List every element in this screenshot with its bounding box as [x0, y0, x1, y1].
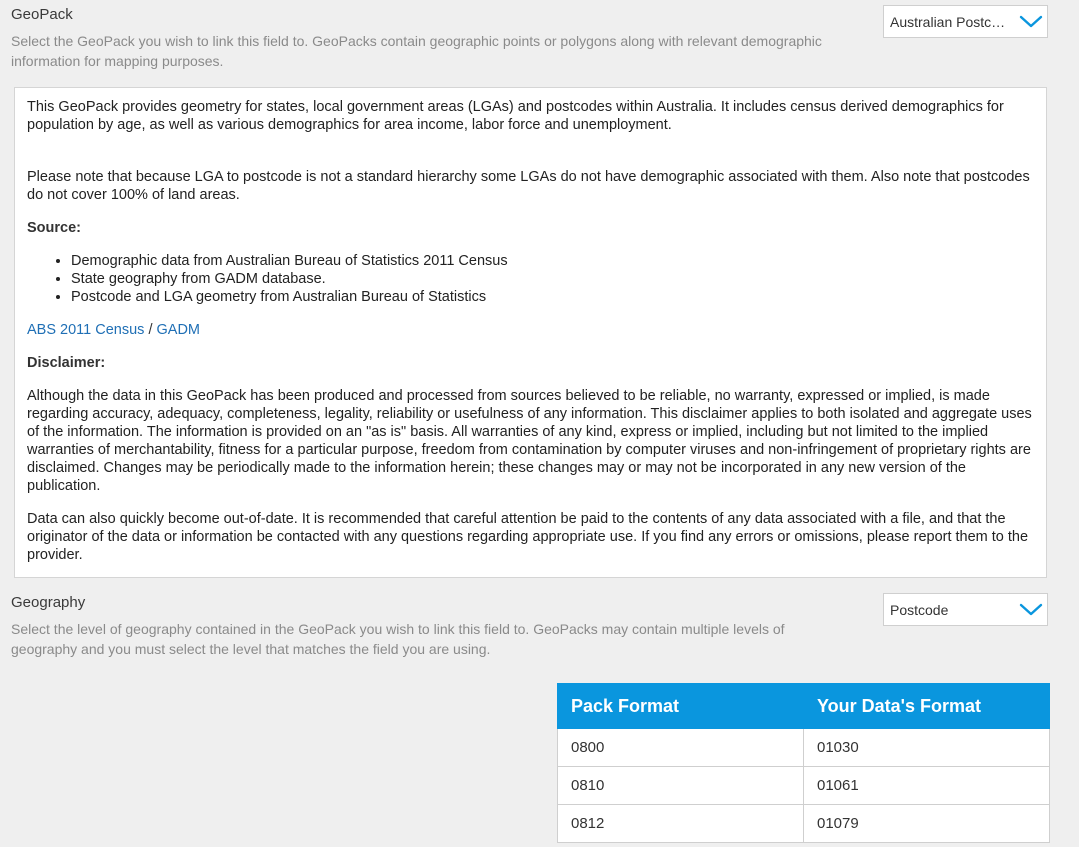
table-cell: 01030	[804, 729, 1050, 767]
chevron-down-icon[interactable]	[1015, 594, 1047, 625]
column-header-pack-format: Pack Format	[558, 684, 804, 729]
geography-select[interactable]	[883, 593, 1048, 626]
source-list	[27, 252, 1034, 306]
gadm-link[interactable]: GADM	[156, 322, 201, 338]
link-separator: /	[144, 322, 157, 338]
source-links	[27, 321, 1034, 339]
geography-description: Select the level of geography contained in the GeoPack you wish to link this field to. GeoPacks may contain multiple levels of geography and you must select the level that matches the field you are using.	[11, 621, 785, 657]
source-item: • State geography from GADM database.	[71, 270, 1034, 288]
geography-select-value: Postcode	[890, 601, 949, 618]
table-cell: 0810	[558, 767, 804, 805]
table-header-row	[558, 684, 1050, 729]
disclaimer-paragraph-1: Although the data in this GeoPack has been produced and processed from sources believed to be reliable, no warranty, expressed or implied, is made regarding accuracy, adequacy, completeness, legality, reliability or usefulness of any information. This disclaimer applies to both isolated and aggregate uses of the information. The information is provided on an "as is" basis. All warranties of any kind, express or implied, including but not limited to the implied warranties of merchantability, fitness for a particular purpose, freedom from contamination by computer viruses and non-infringement of proprietary rights are disclaimed. Changes may be periodically made to the information herein; these changes may or may not be incorporated in any new version of the publication.	[27, 388, 1032, 494]
geopack-title: GeoPack	[11, 6, 73, 23]
table-cell: 0800	[558, 729, 804, 767]
table-cell: 01061	[804, 767, 1050, 805]
abs-census-link[interactable]: ABS 2011 Census	[27, 322, 145, 338]
table-row	[558, 729, 1050, 767]
column-header-your-data-format: Your Data's Format	[804, 684, 1050, 729]
chevron-down-icon[interactable]	[1015, 6, 1047, 37]
geography-title: Geography	[11, 594, 86, 611]
geopack-select-value: Australian Postc…	[890, 13, 1006, 30]
format-table	[557, 683, 1050, 843]
table-row	[558, 805, 1050, 843]
source-item: • Postcode and LGA geometry from Australian Bureau of Statistics	[71, 288, 1034, 306]
geopack-select[interactable]	[883, 5, 1048, 38]
source-item: • Demographic data from Australian Bureau of Statistics 2011 Census	[71, 252, 1034, 270]
table-cell: 0812	[558, 805, 804, 843]
table-row	[558, 767, 1050, 805]
geopack-description: Select the GeoPack you wish to link this field to. GeoPacks contain geographic points or polygons along with relevant demographic information for mapping purposes.	[11, 33, 822, 69]
geopack-info-box	[14, 87, 1047, 578]
info-paragraph-2: Please note that because LGA to postcode is not a standard hierarchy some LGAs do not have demographic associated with them. Also note that postcodes do not cover 100% of land areas.	[27, 169, 1030, 203]
disclaimer-heading: Disclaimer:	[27, 355, 106, 371]
info-paragraph-1: This GeoPack provides geometry for states, local government areas (LGAs) and postcodes within Australia. It includes census derived demographics for population by age, as well as various demographics for area income, labor force and unemployment.	[27, 99, 1004, 133]
table-cell: 01079	[804, 805, 1050, 843]
disclaimer-paragraph-2: Data can also quickly become out-of-date. It is recommended that careful attention be paid to the contents of any data associated with a file, and that the originator of the data or information be contacted with any questions regarding appropriate use. If you find any errors or omissions, please report them to the provider.	[27, 511, 1029, 563]
source-heading: Source:	[27, 220, 81, 236]
